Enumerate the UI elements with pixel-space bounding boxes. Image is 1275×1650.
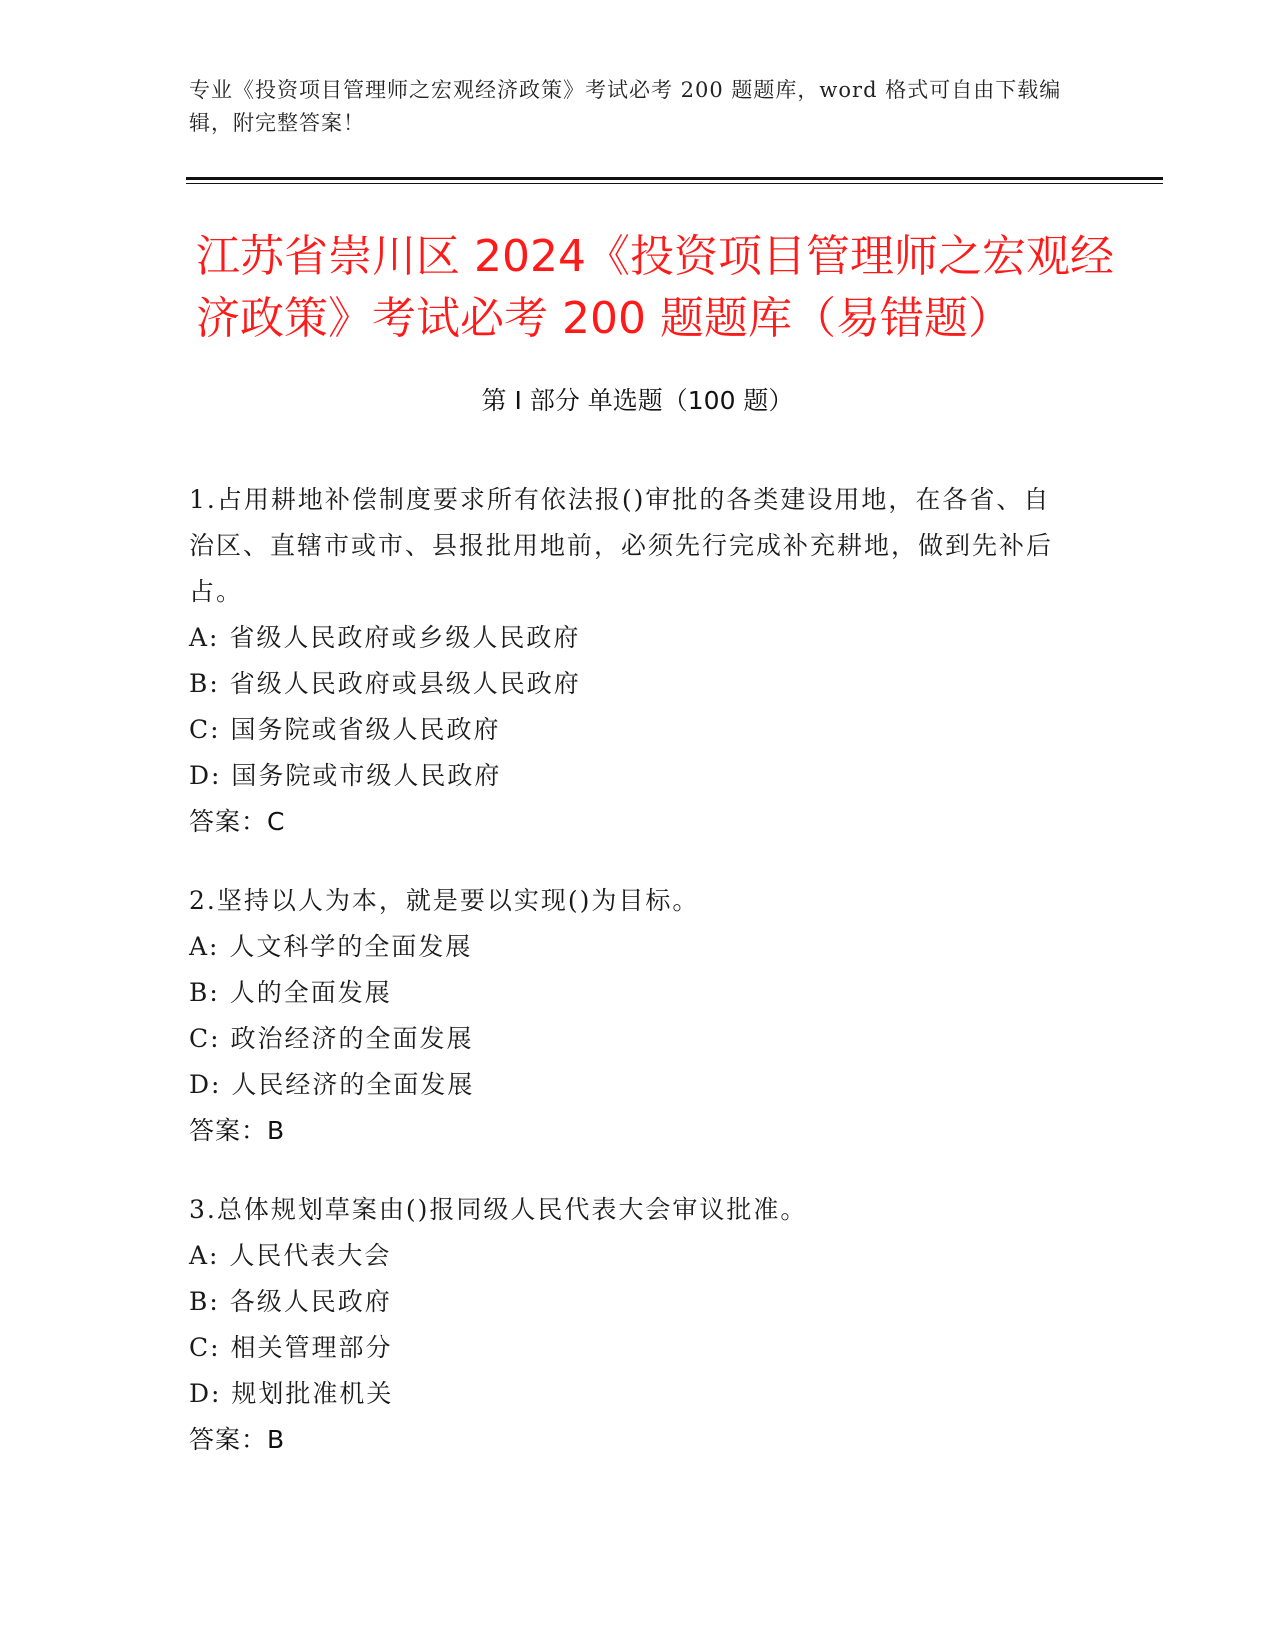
question-stem: 1.占用耕地补偿制度要求所有依法报()审批的各类建设用地，在各省、自治区、直辖市或市、县报批用地前，必须先行完成补充耕地，做到先补后占。 — [189, 485, 1054, 606]
document-title: 江苏省崇川区 2024《投资项目管理师之宏观经济政策》考试必考 200 题题库（易错题） — [196, 231, 1114, 344]
option-c: C: 相关管理部分 — [189, 1333, 393, 1362]
option-b: B: 各级人民政府 — [189, 1287, 392, 1316]
option-a: A: 省级人民政府或乡级人民政府 — [189, 623, 581, 652]
answer: 答案：C — [189, 807, 286, 836]
option-c: C: 政治经济的全面发展 — [189, 1024, 474, 1053]
option-b: B: 人的全面发展 — [189, 978, 392, 1007]
option-b: B: 省级人民政府或县级人民政府 — [189, 669, 581, 698]
option-d: D: 规划批准机关 — [189, 1379, 394, 1408]
header-rule-thick — [186, 177, 1163, 180]
header-note: 专业《投资项目管理师之宏观经济政策》考试必考 200 题题库，word 格式可自由下载编辑，附完整答案！ — [189, 78, 1062, 135]
option-d: D: 国务院或市级人民政府 — [189, 761, 502, 790]
question-stem: 3.总体规划草案由()报同级人民代表大会审议批准。 — [189, 1195, 808, 1224]
question-stem: 2.坚持以人为本，就是要以实现()为目标。 — [189, 886, 700, 915]
option-c: C: 国务院或省级人民政府 — [189, 715, 501, 744]
question-2 — [189, 878, 1069, 1154]
question-1 — [189, 477, 1069, 845]
question-list — [189, 477, 1069, 1496]
header-rule-thin — [186, 183, 1163, 184]
question-3 — [189, 1187, 1069, 1463]
section-title: 第 I 部分 单选题（100 题） — [481, 386, 794, 415]
option-a: A: 人文科学的全面发展 — [189, 932, 473, 961]
answer: 答案：B — [189, 1425, 286, 1454]
option-a: A: 人民代表大会 — [189, 1241, 392, 1270]
answer: 答案：B — [189, 1116, 286, 1145]
option-d: D: 人民经济的全面发展 — [189, 1070, 475, 1099]
